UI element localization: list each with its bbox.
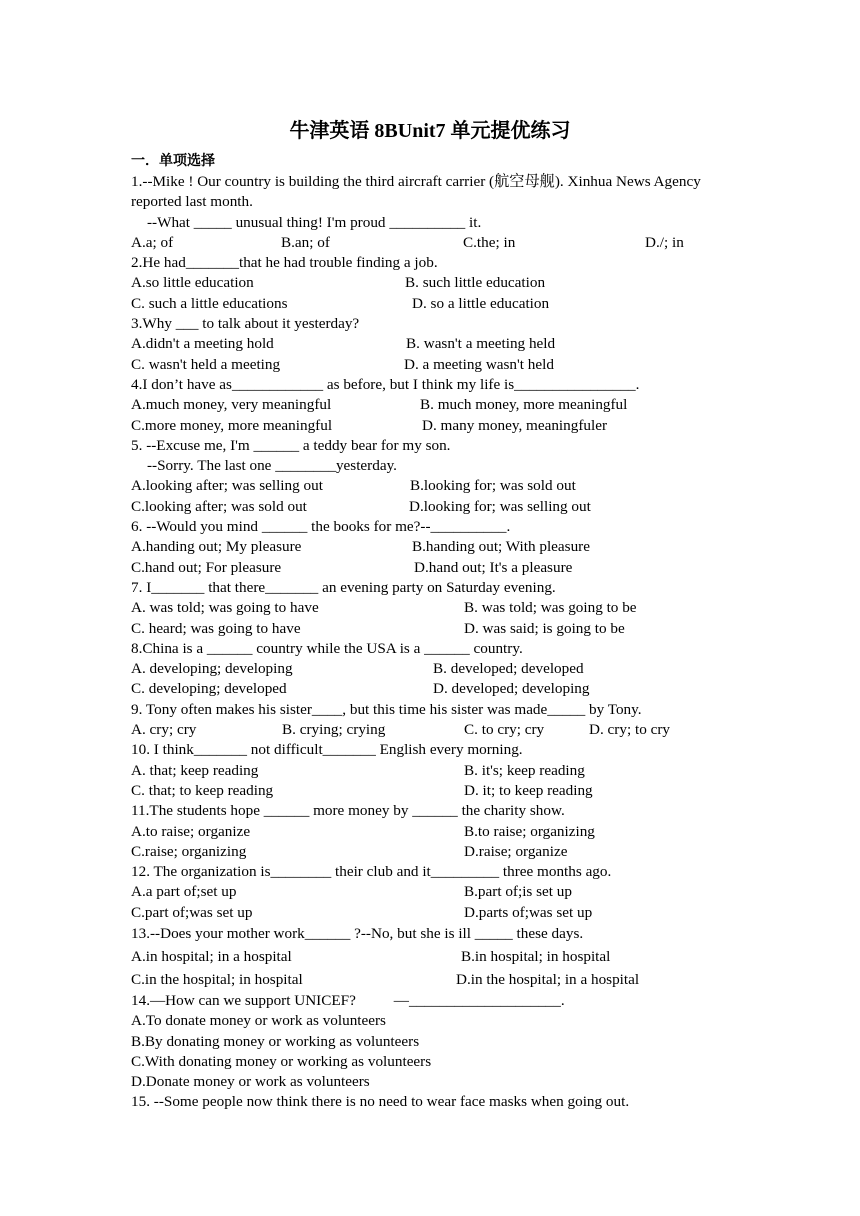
- option-a: A.in hospital; in a hospital: [131, 947, 292, 965]
- question-7-stem: 7. I_______ that there_______ an evening party on Saturday evening.: [131, 578, 556, 596]
- question-15-stem: 15. --Some people now think there is no need to wear face masks when going out.: [131, 1093, 630, 1111]
- option-b: B.By donating money or working as volunteers: [131, 1032, 420, 1050]
- question-12-options: [131, 882, 741, 902]
- question-6-options-2: [131, 558, 741, 578]
- question-14-stem: 14.—How can we support UNICEF? —____________________.: [131, 991, 565, 1009]
- option-c: C. such a little educations: [131, 294, 288, 312]
- question-3-stem: 3.Why ___ to talk about it yesterday?: [131, 315, 360, 333]
- question-7-options-2: [131, 619, 741, 639]
- option-c: C. to cry; cry: [464, 721, 545, 739]
- option-d: D. it; to keep reading: [464, 781, 593, 799]
- option-b: B.looking for; was sold out: [410, 477, 576, 495]
- question-3-options-2: [131, 355, 741, 375]
- option-d: D. many money, meaningfuler: [422, 416, 608, 434]
- option-d: D.raise; organize: [464, 842, 568, 860]
- question-11-options-2: [131, 842, 741, 862]
- question-11-options: [131, 822, 741, 842]
- option-b: B. it's; keep reading: [464, 761, 585, 779]
- question-7-options: [131, 598, 741, 618]
- option-b: B. much money, more meaningful: [420, 396, 628, 414]
- option-a: A.a part of;set up: [131, 883, 237, 901]
- option-b: B.to raise; organizing: [464, 822, 595, 840]
- option-c: C.With donating money or working as volunteers: [131, 1052, 432, 1070]
- question-1-stem: 1.--Mike ! Our country is building the third aircraft carrier (航空母舰). Xinhua News Agency reported last month.: [131, 173, 701, 211]
- question-1-options: [131, 233, 741, 253]
- option-a: A.so little education: [131, 274, 254, 292]
- option-c: C. wasn't held a meeting: [131, 355, 281, 373]
- question-4-options-2: [131, 416, 741, 436]
- question-5-options-2: [131, 497, 741, 517]
- question-5-stem: 5. --Excuse me, I'm ______ a teddy bear for my son.: [131, 436, 451, 454]
- question-10-options-2: [131, 781, 741, 801]
- option-b: B.part of;is set up: [464, 883, 572, 901]
- option-c: C. developing; developed: [131, 680, 287, 698]
- option-a: A.a; of: [131, 233, 174, 251]
- question-12-stem: 12. The organization is________ their club and it_________ three months ago.: [131, 863, 612, 881]
- option-d: D.hand out; It's a pleasure: [414, 558, 573, 576]
- question-list: [131, 172, 741, 1113]
- option-b: B.handing out; With pleasure: [412, 538, 590, 556]
- question-9-stem: 9. Tony often makes his sister____, but this time his sister was made_____ by Tony.: [131, 700, 642, 718]
- option-d: D.Donate money or work as volunteers: [131, 1073, 370, 1091]
- question-3-options: [131, 334, 741, 354]
- option-b: B. was told; was going to be: [464, 599, 637, 617]
- option-d: D.looking for; was selling out: [409, 497, 591, 515]
- question-5-stem-reply: --Sorry. The last one ________yesterday.: [147, 457, 397, 475]
- document-title: 牛津英语 8BUnit7 单元提优练习: [289, 120, 571, 142]
- question-11-stem: 11.The students hope ______ more money by ______ the charity show.: [131, 802, 565, 820]
- question-2-options: [131, 273, 741, 293]
- option-a: A. that; keep reading: [131, 761, 259, 779]
- option-d: D. cry; to cry: [589, 721, 670, 739]
- option-c: C. heard; was going to have: [131, 619, 301, 637]
- option-a: A.To donate money or work as volunteers: [131, 1012, 386, 1030]
- option-c: C.hand out; For pleasure: [131, 558, 282, 576]
- option-a: A. cry; cry: [131, 721, 197, 739]
- question-12-options-2: [131, 903, 741, 923]
- option-a: A.looking after; was selling out: [131, 477, 323, 495]
- question-4-options: [131, 395, 741, 415]
- question-13-options-2: [131, 968, 741, 991]
- option-b: B.an; of: [281, 233, 330, 251]
- question-6-options: [131, 537, 741, 557]
- question-2-stem: 2.He had_______that he had trouble finding a job.: [131, 254, 438, 272]
- option-b: B. such little education: [405, 274, 546, 292]
- question-13-stem: 13.--Does your mother work______ ?--No, but she is ill _____ these days.: [131, 924, 584, 942]
- option-d: D./; in: [645, 233, 684, 251]
- option-a: A.much money, very meaningful: [131, 396, 332, 414]
- option-c: C.raise; organizing: [131, 842, 247, 860]
- option-a: A.handing out; My pleasure: [131, 538, 302, 556]
- option-c: C.looking after; was sold out: [131, 497, 307, 515]
- option-c: C.the; in: [463, 233, 516, 251]
- option-b: B. wasn't a meeting held: [406, 335, 556, 353]
- option-d: D. was said; is going to be: [464, 619, 625, 637]
- option-c: C.part of;was set up: [131, 903, 253, 921]
- option-a: A. was told; was going to have: [131, 599, 319, 617]
- option-a: A.didn't a meeting hold: [131, 335, 274, 353]
- question-1-stem-reply: --What _____ unusual thing! I'm proud __________ it.: [147, 213, 482, 231]
- question-6-stem: 6. --Would you mind ______ the books for me?--__________.: [131, 518, 511, 536]
- option-a: A. developing; developing: [131, 660, 293, 678]
- option-d: D. a meeting wasn't held: [404, 355, 554, 373]
- question-8-options-2: [131, 679, 741, 699]
- option-d: D.parts of;was set up: [464, 903, 593, 921]
- question-8-options: [131, 659, 741, 679]
- question-4-stem: 4.I don’t have as____________ as before, but I think my life is________________.: [131, 375, 640, 393]
- option-b: B. crying; crying: [282, 721, 386, 739]
- option-b: B.in hospital; in hospital: [461, 947, 611, 965]
- option-a: A.to raise; organize: [131, 822, 251, 840]
- option-b: B. developed; developed: [433, 660, 584, 678]
- option-d: D. so a little education: [412, 294, 550, 312]
- question-9-options: [131, 720, 741, 740]
- section-heading: 一．单项选择: [131, 153, 215, 169]
- option-c: C.more money, more meaningful: [131, 416, 333, 434]
- option-d: D. developed; developing: [433, 680, 590, 698]
- question-13-options: [131, 945, 741, 968]
- question-2-options-2: [131, 294, 741, 314]
- option-c: C.in the hospital; in hospital: [131, 970, 303, 988]
- question-10-options: [131, 761, 741, 781]
- question-8-stem: 8.China is a ______ country while the USA is a ______ country.: [131, 639, 523, 657]
- question-10-stem: 10. I think_______ not difficult_______ English every morning.: [131, 741, 523, 759]
- option-d: D.in the hospital; in a hospital: [456, 970, 640, 988]
- option-c: C. that; to keep reading: [131, 781, 274, 799]
- question-5-options: [131, 476, 741, 496]
